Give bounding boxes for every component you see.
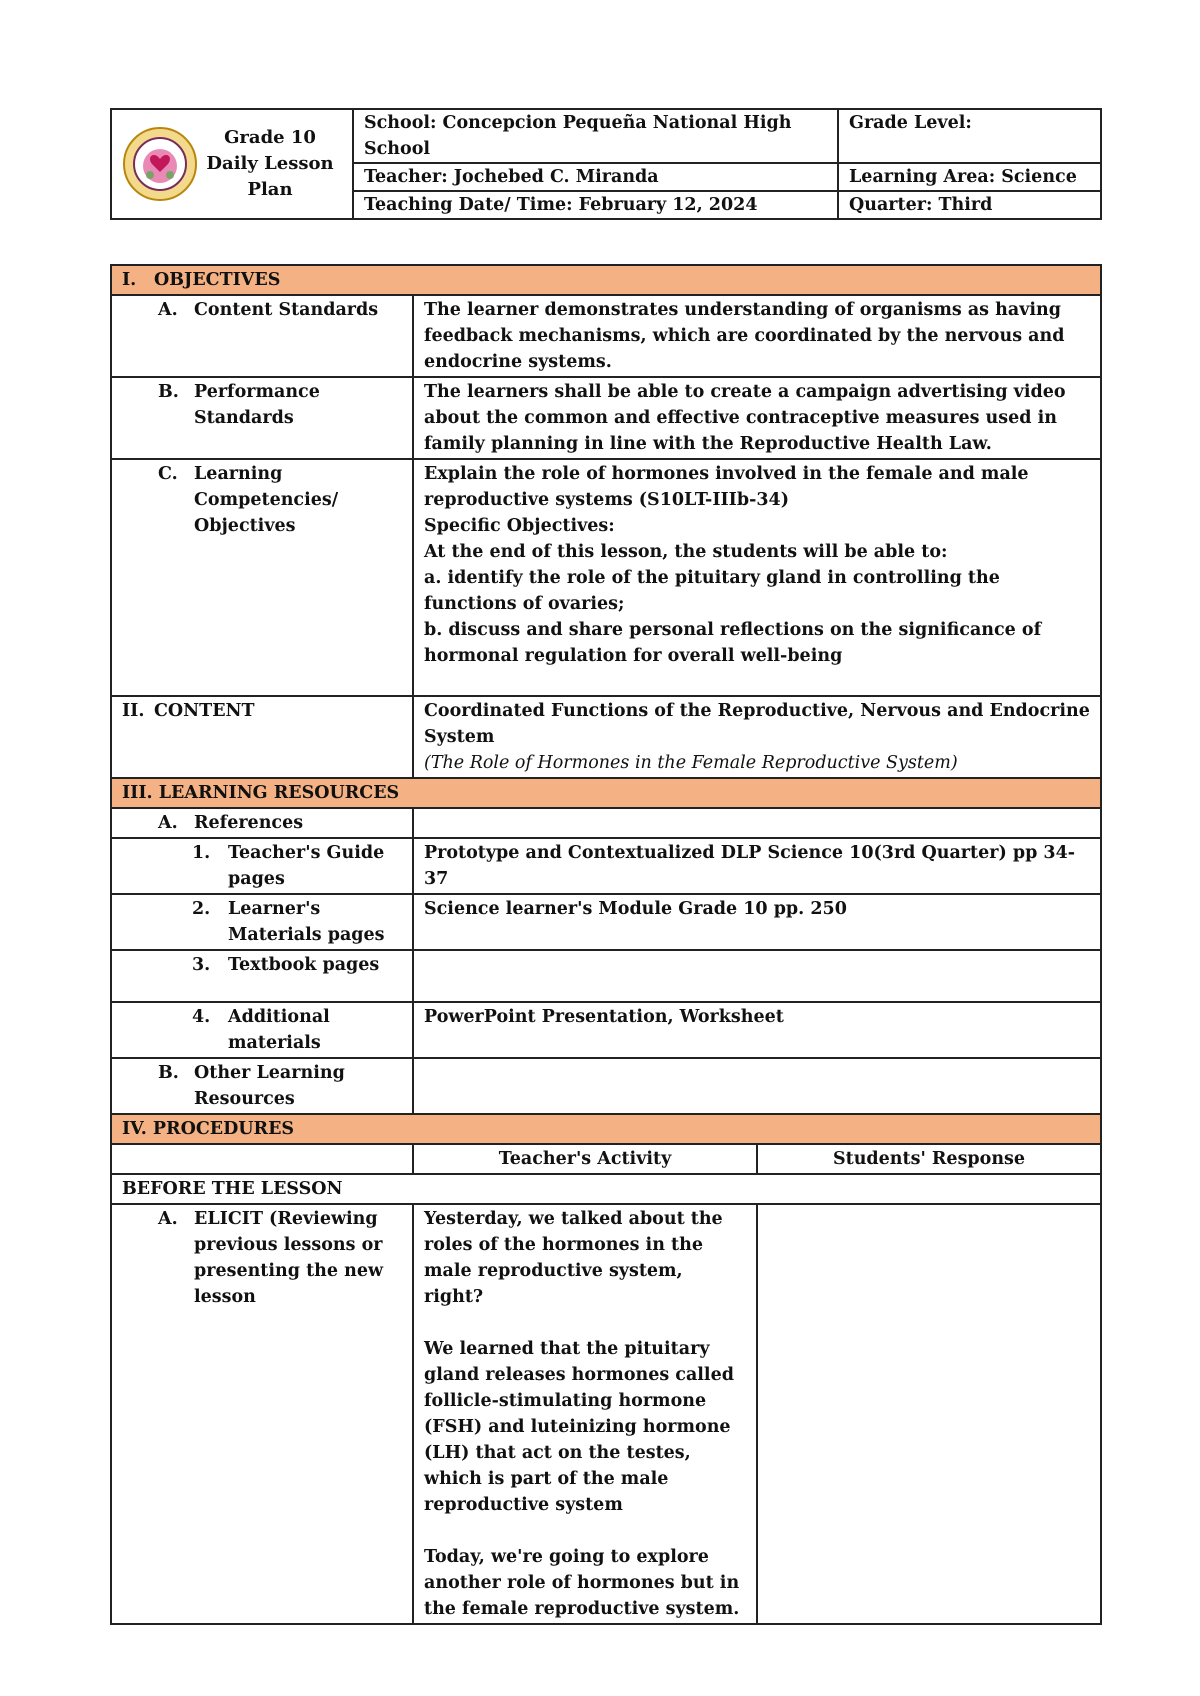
learning-area-cell: Learning Area: Science xyxy=(838,163,1101,191)
additional-materials-value: PowerPoint Presentation, Worksheet xyxy=(413,1002,1101,1058)
document-title xyxy=(198,125,342,203)
teacher-cell: Teacher: Jochebed C. Miranda xyxy=(353,163,838,191)
resources-heading: III. LEARNING RESOURCES xyxy=(111,778,1101,808)
lesson-plan-sheet xyxy=(110,108,1100,1625)
other-resources-label: B. Other Learning Resources xyxy=(111,1058,413,1114)
objectives-heading-row xyxy=(111,265,1101,295)
procedures-heading-row xyxy=(111,1114,1101,1144)
textbook-value xyxy=(413,950,1101,1002)
grade-level-cell: Grade Level: xyxy=(838,109,1101,163)
teachers-guide-value: Prototype and Contextualized DLP Science 10(3rd Quarter) pp 34-37 xyxy=(413,838,1101,894)
quarter-cell: Quarter: Third xyxy=(838,191,1101,219)
title-line-1: Grade 10 xyxy=(224,127,316,148)
elicit-teacher-activity xyxy=(413,1204,757,1624)
content-row xyxy=(111,696,1101,778)
before-lesson-row xyxy=(111,1174,1101,1204)
resources-heading-row xyxy=(111,778,1101,808)
title-line-3: Plan xyxy=(247,179,293,200)
content-title: Coordinated Functions of the Reproductive, Nervous and Endocrine System xyxy=(424,701,1090,747)
objective-b: b. discuss and share personal reflections on the significance of hormonal regulation for overall well-being xyxy=(424,620,1042,666)
competencies-row xyxy=(111,459,1101,696)
learners-materials-row xyxy=(111,894,1101,950)
content-subtitle: (The Role of Hormones in the Female Reproductive System) xyxy=(424,753,958,773)
competencies-label: C. Learning Competencies/ Objectives xyxy=(111,459,413,696)
division-seal-logo xyxy=(122,126,198,202)
header-table xyxy=(110,108,1102,220)
title-line-2: Daily Lesson xyxy=(206,153,334,174)
references-row xyxy=(111,808,1101,838)
content-text xyxy=(413,696,1101,778)
school-cell: School: Concepcion Pequeña National High School xyxy=(353,109,838,163)
teachers-guide-label: 1. Teacher's Guide pages xyxy=(111,838,413,894)
specific-objectives-heading: Specific Objectives: xyxy=(424,516,615,536)
students-response-header: Students' Response xyxy=(757,1144,1101,1174)
main-table xyxy=(110,264,1102,1625)
other-resources-value xyxy=(413,1058,1101,1114)
references-value xyxy=(413,808,1101,838)
other-resources-row xyxy=(111,1058,1101,1114)
before-lesson-heading: BEFORE THE LESSON xyxy=(111,1174,1101,1204)
additional-materials-label: 4. Additional materials xyxy=(111,1002,413,1058)
teacher-activity-header: Teacher's Activity xyxy=(413,1144,757,1174)
performance-standards-row xyxy=(111,377,1101,459)
elicit-paragraph-1: Yesterday, we talked about the roles of the hormones in the male reproductive system, right? xyxy=(424,1209,723,1307)
textbook-row xyxy=(111,950,1101,1002)
textbook-label: 3. Textbook pages xyxy=(111,950,413,1002)
procedures-blank-header xyxy=(111,1144,413,1174)
elicit-student-response xyxy=(757,1204,1101,1624)
procedures-column-headers xyxy=(111,1144,1101,1174)
references-label: A. References xyxy=(111,808,413,838)
elicit-paragraph-3: Today, we're going to explore another role of hormones but in the female reproductive system. xyxy=(424,1547,740,1619)
content-standards-text: The learner demonstrates understanding of organisms as having feedback mechanisms, which are coordinated by the nervous and endocrine systems. xyxy=(413,295,1101,377)
elicit-paragraph-2: We learned that the pituitary gland releases hormones called follicle-stimulating hormone (FSH) and luteinizing hormone (LH) that act on the testes, which is part of the male reproductive system xyxy=(424,1339,734,1515)
content-standards-row xyxy=(111,295,1101,377)
teaching-date-cell: Teaching Date/ Time: February 12, 2024 xyxy=(353,191,838,219)
procedures-heading: IV. PROCEDURES xyxy=(111,1114,1101,1144)
learners-materials-value: Science learner's Module Grade 10 pp. 250 xyxy=(413,894,1101,950)
competencies-text xyxy=(413,459,1101,696)
objectives-heading: I. OBJECTIVES xyxy=(111,265,1101,295)
competency-statement: Explain the role of hormones involved in the female and male reproductive systems (S10LT-IIIb-34) xyxy=(424,464,1029,510)
title-cell xyxy=(111,109,353,219)
elicit-row xyxy=(111,1204,1101,1624)
performance-standards-text: The learners shall be able to create a campaign advertising video about the common and effective contraceptive measures used in family planning in line with the Reproductive Health Law. xyxy=(413,377,1101,459)
objective-a: a. identify the role of the pituitary gland in controlling the functions of ovaries; xyxy=(424,568,1000,614)
learners-materials-label: 2. Learner's Materials pages xyxy=(111,894,413,950)
elicit-label: A. ELICIT (Reviewing previous lessons or presenting the new lesson xyxy=(111,1204,413,1624)
teachers-guide-row xyxy=(111,838,1101,894)
additional-materials-row xyxy=(111,1002,1101,1058)
performance-standards-label: B. Performance Standards xyxy=(111,377,413,459)
content-heading: II. CONTENT xyxy=(111,696,413,778)
objectives-intro: At the end of this lesson, the students will be able to: xyxy=(424,542,948,562)
content-standards-label: A. Content Standards xyxy=(111,295,413,377)
